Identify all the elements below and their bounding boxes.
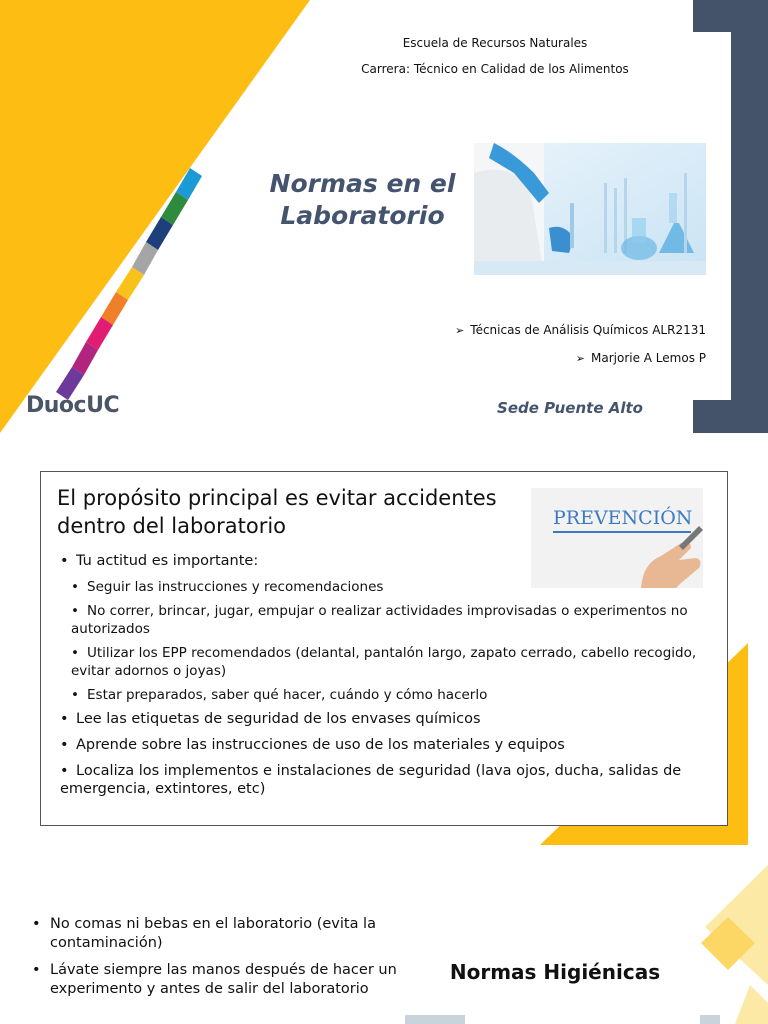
- list-item: • Aprende sobre las instrucciones de uso de los materiales y equipos: [60, 737, 565, 753]
- hygiene-rules-list: [30, 915, 400, 1007]
- hygiene-slide: [0, 865, 768, 1024]
- lab-photo: [474, 143, 706, 275]
- list-item: • No comas ni bebas en el laboratorio (evita la contaminación): [30, 915, 400, 953]
- list-item: • Estar preparados, saber qué hacer, cuándo y cómo hacerlo: [71, 687, 488, 703]
- prevention-slide: [0, 433, 768, 865]
- title-line-1: Normas en el: [269, 169, 456, 198]
- content-panel: [40, 471, 728, 826]
- list-item: • Tu actitud es importante:: [60, 553, 259, 569]
- course-name: ➢ Técnicas de Análisis Químicos ALR2131: [455, 323, 706, 337]
- school-name: Escuela de Recursos Naturales: [402, 36, 588, 50]
- rules-list: [57, 552, 727, 806]
- presentation-title: [250, 168, 475, 232]
- list-item: • Seguir las instrucciones y recomendaciones: [71, 579, 384, 595]
- list-item: • Lávate siempre las manos después de hacer un experimento y antes de salir del laboratorio: [30, 961, 400, 999]
- career-name: Carrera: Técnico en Calidad de los Alimentos: [361, 62, 629, 76]
- title-slide: [0, 0, 768, 433]
- arrow-bullet-icon: ➢: [575, 352, 585, 365]
- duocuc-logo: DuocUC: [26, 393, 120, 418]
- slide-heading: Normas Higiénicas: [449, 960, 661, 984]
- prevention-image-text: PREVENCIÓN: [553, 507, 693, 529]
- title-line-2: Laboratorio: [280, 201, 445, 230]
- slide-heading: El propósito principal es evitar accidentes dentro del laboratorio: [57, 486, 497, 538]
- list-item: • Lee las etiquetas de seguridad de los envases químicos: [60, 711, 481, 727]
- list-item: • No correr, brincar, jugar, empujar o realizar actividades improvisadas o experimentos no autorizados: [71, 603, 688, 637]
- list-item: • Localiza los implementos e instalaciones de seguridad (lava ojos, ducha, salidas de emergencia, extintores, etc): [60, 763, 682, 797]
- list-item: • Utilizar los EPP recomendados (delantal, pantalón largo, zapato cerrado, cabello recogido, evitar adornos o joyas): [71, 645, 697, 679]
- author-name: ➢ Marjorie A Lemos P: [575, 351, 706, 365]
- arrow-bullet-icon: ➢: [455, 324, 465, 337]
- campus-name: Sede Puente Alto: [497, 399, 643, 417]
